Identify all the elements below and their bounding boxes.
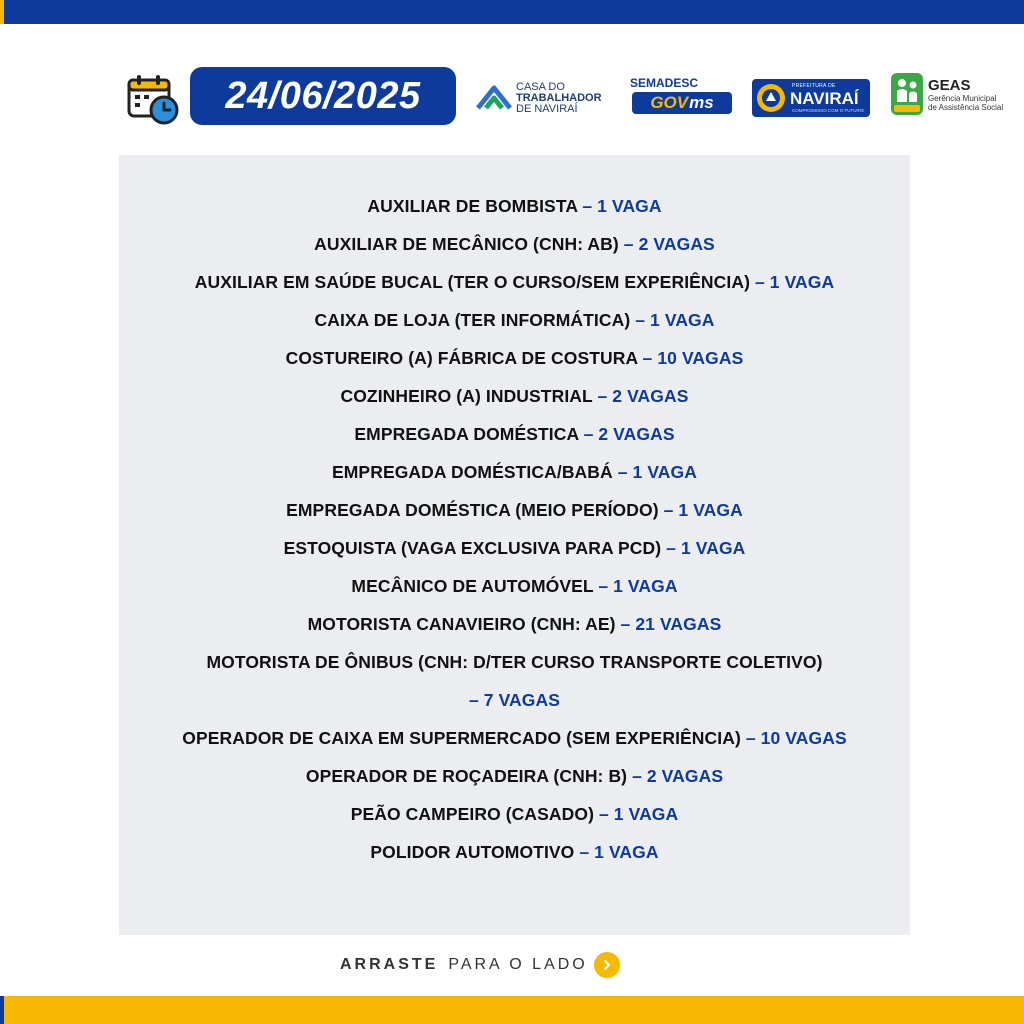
navirai-pref-label: PREFEITURA DE [792,83,836,89]
geas-people-icon [890,72,924,116]
job-vacancies: – 2 VAGAS [627,766,724,786]
job-title: MOTORISTA DE ÔNIBUS (CNH: D/TER CURSO TRANSPORTE COLETIVO) [206,652,823,672]
prefeitura-navirai-logo [752,79,870,117]
job-title: COZINHEIRO (A) INDUSTRIAL [340,386,593,406]
job-item [119,763,910,801]
top-bar-notch [0,0,4,24]
bottom-bar-notch [0,996,4,1024]
job-vacancies: – 1 VAGA [612,462,697,482]
job-vacancies: – 1 VAGA [577,196,662,216]
job-list [119,193,910,877]
job-title: PEÃO CAMPEIRO (CASADO) [350,804,595,824]
casa-logo-line2: TRABALHADOR [516,92,602,104]
job-vacancies: – 2 VAGAS [618,234,715,254]
job-item [119,269,910,307]
job-title: POLIDOR AUTOMOTIVO [370,842,575,862]
chevron-right-glyph [601,959,613,971]
job-item [119,383,910,421]
govms-gov-text: GOV [650,93,689,112]
job-title: AUXILIAR DE BOMBISTA [367,196,578,216]
geas-subtitle-2: de Assistência Social [928,103,1004,112]
bottom-bar [0,996,1024,1024]
swipe-hint[interactable] [340,951,620,979]
job-vacancies: – 1 VAGA [658,500,743,520]
job-title: COSTUREIRO (A) FÁBRICA DE COSTURA [285,348,638,368]
job-item [119,725,910,763]
job-item [119,649,910,687]
job-vacancies: – 2 VAGAS [592,386,689,406]
geas-subtitle-1: Gerência Municipal [928,94,997,103]
job-vacancies: – 2 VAGAS [578,424,675,444]
calendar-clock-icon [126,72,180,126]
job-title: OPERADOR DE ROÇADEIRA (CNH: B) [305,766,628,786]
job-vacancies: – 1 VAGA [661,538,746,558]
job-title: MOTORISTA CANAVIEIRO (CNH: AE) [307,614,616,634]
navirai-slogan: COMPROMISSO COM O FUTURO! [792,108,865,113]
job-item [119,611,910,649]
job-item [119,535,910,573]
swipe-hint-bold: ARRASTE [340,956,439,973]
job-item [119,307,910,345]
job-title: AUXILIAR EM SAÚDE BUCAL (TER O CURSO/SEM EXPERIÊNCIA) [194,272,751,292]
job-title: EMPREGADA DOMÉSTICA (MEIO PERÍODO) [286,500,659,520]
job-list-panel [119,155,910,935]
casa-logo-line3: DE NAVIRAÍ [516,103,578,115]
swipe-hint-text: PARA O LADO [448,956,588,973]
job-vacancies: – 1 VAGA [574,842,659,862]
job-vacancies: – 10 VAGAS [740,728,847,748]
job-title: EMPREGADA DOMÉSTICA/BABÁ [331,462,613,482]
chevron-right-icon[interactable] [594,952,620,978]
casa-logo-mark [476,84,512,112]
job-item [119,573,910,611]
job-item [119,839,910,877]
job-vacancies: – 21 VAGAS [615,614,722,634]
job-title: CAIXA DE LOJA (TER INFORMÁTICA) [314,310,631,330]
job-item [119,497,910,535]
geas-logo [890,72,1008,118]
job-item [119,231,910,269]
geas-title: GEAS [928,77,971,94]
job-title: AUXILIAR DE MECÂNICO (CNH: AB) [314,234,619,254]
navirai-seal-icon [755,82,787,114]
job-title: OPERADOR DE CAIXA EM SUPERMERCADO (SEM EXPERIÊNCIA) [182,728,741,748]
job-item [119,193,910,231]
job-title: ESTOQUISTA (VAGA EXCLUSIVA PARA PCD) [283,538,662,558]
job-item [119,801,910,839]
semadesc-govms-logo [630,76,734,118]
govms-ms-text: ms [689,93,714,112]
job-title: MECÂNICO DE AUTOMÓVEL [351,576,594,596]
casa-do-trabalhador-logo [476,80,612,116]
job-vacancies: – 10 VAGAS [637,348,744,368]
job-vacancies: – 1 VAGA [750,272,835,292]
govms-badge [632,92,732,114]
job-vacancies: – 1 VAGA [594,804,679,824]
casa-logo-line1: CASA DO [516,81,565,93]
job-vacancies: – 1 VAGA [630,310,715,330]
semadesc-label: SEMADESC [630,76,699,90]
job-item [119,459,910,497]
job-item [119,687,910,725]
navirai-name: NAVIRAÍ [790,89,859,108]
top-bar [0,0,1024,24]
job-title: EMPREGADA DOMÉSTICA [354,424,579,444]
job-vacancies: – 7 VAGAS [468,690,561,710]
job-item [119,421,910,459]
job-item [119,345,910,383]
job-vacancies: – 1 VAGA [593,576,678,596]
date-badge: 24/06/2025 [190,67,456,125]
